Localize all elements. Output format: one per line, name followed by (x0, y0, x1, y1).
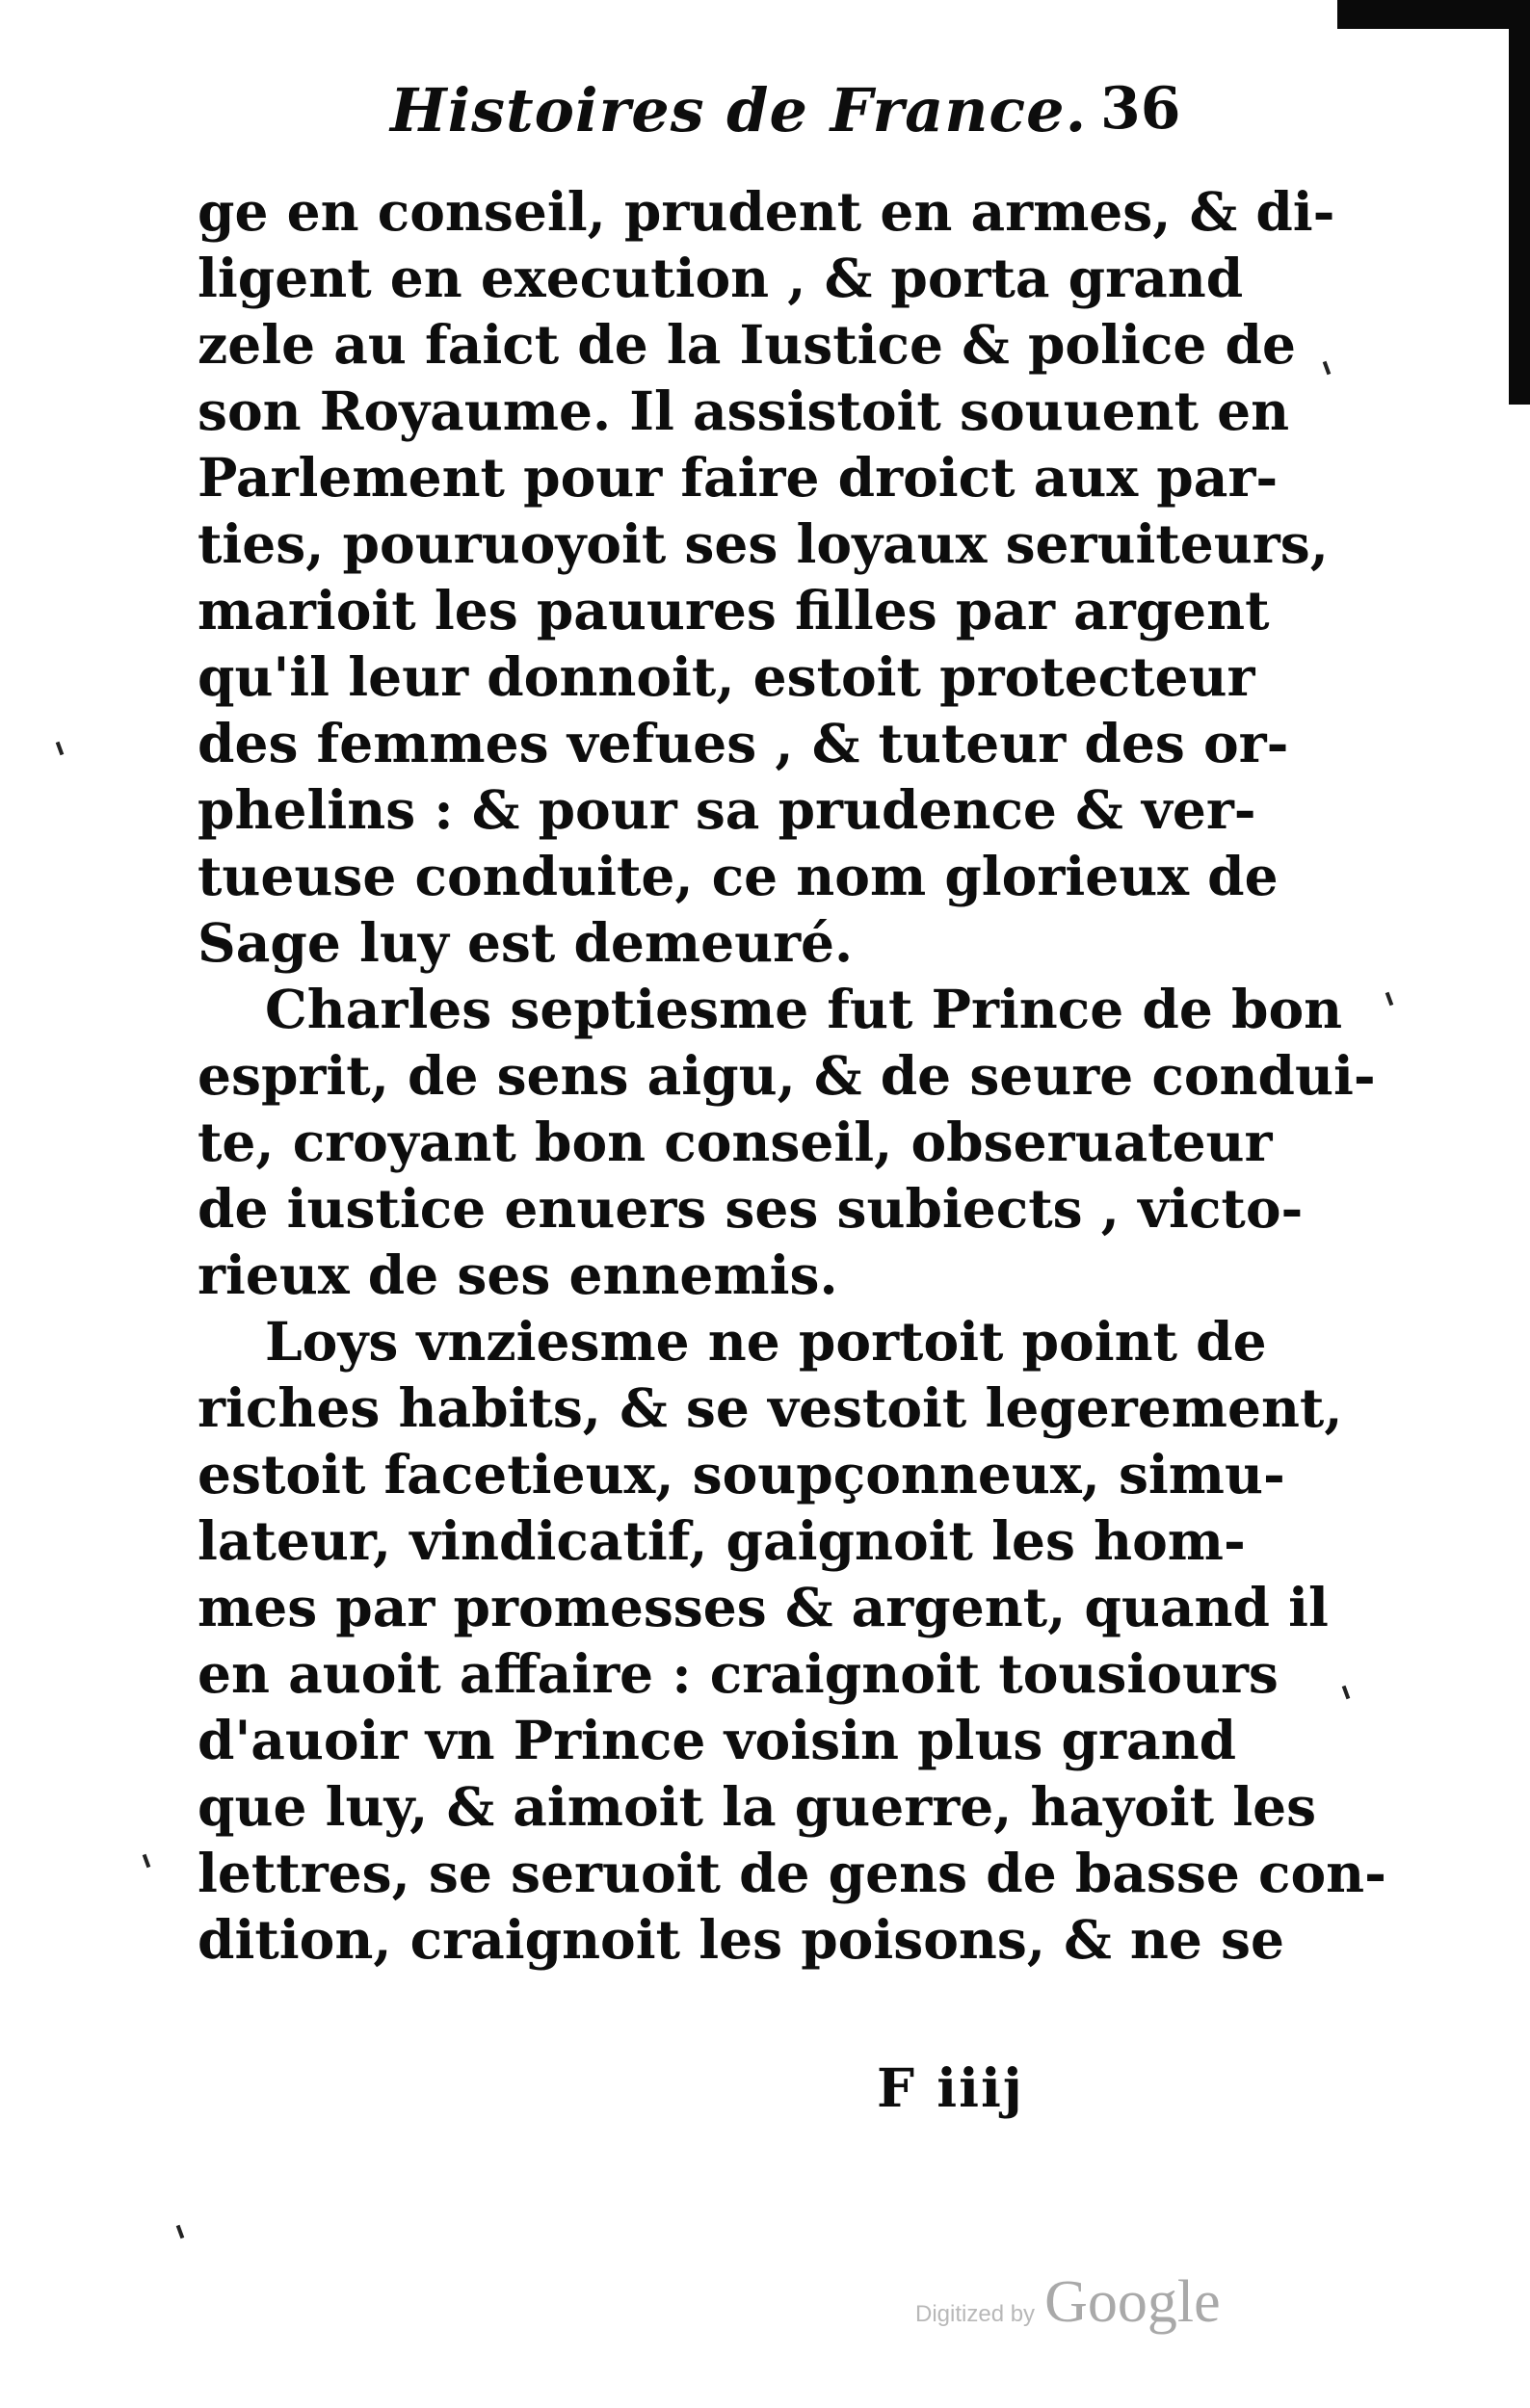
text-line: dition, craignoit les poisons, & ne se (198, 1908, 1285, 1971)
ink-speck (1385, 992, 1394, 1007)
text-line: riches habits, & se vestoit legerement, (198, 1376, 1343, 1439)
text-line: estoit facetieux, soupçonneux, simu- (198, 1443, 1285, 1505)
running-head: Histoires de France. (390, 75, 1088, 145)
digitized-prefix: Digitized by (915, 2301, 1036, 2327)
scan-border-right (1509, 0, 1530, 405)
text-line: Parlement pour faire droict aux par- (198, 446, 1279, 509)
text-line: Sage luy est demeuré. (198, 911, 854, 974)
paragraph-start-line: Loys vnziesme ne portoit point de (265, 1310, 1267, 1373)
google-logo: Google (1044, 2269, 1221, 2335)
text-line: zele au faict de la Iustice & police de (198, 313, 1296, 376)
signature-mark: F iiij (877, 2056, 1024, 2119)
text-line: esprit, de sens aigu, & de seure condui- (198, 1044, 1376, 1107)
text-line: phelins : & pour sa prudence & ver- (198, 778, 1256, 841)
text-line: d'auoir vn Prince voisin plus grand (198, 1709, 1237, 1771)
text-line: lateur, vindicatif, gaignoit les hom- (198, 1509, 1246, 1572)
ink-speck (176, 2225, 185, 2239)
text-line: des femmes vefues , & tuteur des or- (198, 712, 1289, 774)
ink-speck (143, 1854, 151, 1869)
text-line: tueuse conduite, ce nom glorieux de (198, 845, 1279, 907)
paragraph-start-line: Charles septiesme fut Prince de bon (265, 978, 1343, 1040)
ink-speck (56, 742, 65, 756)
text-line: te, croyant bon conseil, obseruateur (198, 1111, 1273, 1173)
text-line: ge en conseil, prudent en armes, & di- (198, 180, 1335, 243)
text-line: en auoit affaire : craignoit tousiours (198, 1642, 1279, 1705)
body-text (198, 178, 1386, 1973)
page-number: 36 (1100, 75, 1181, 143)
digitized-watermark (915, 2268, 1221, 2337)
text-line: ties, pouruoyoit ses loyaux seruiteurs, (198, 512, 1329, 575)
scan-border-top (1337, 0, 1530, 29)
ink-speck (1323, 361, 1332, 376)
text-line: que luy, & aimoit la guerre, hayoit les (198, 1775, 1317, 1838)
text-line: mes par promesses & argent, quand il (198, 1576, 1329, 1638)
text-line: marioit les pauures filles par argent (198, 579, 1270, 641)
text-line: lettres, se seruoit de gens de basse con- (198, 1842, 1386, 1904)
text-line: de iustice enuers ses subiects , victo- (198, 1177, 1304, 1240)
text-line: ligent en execution , & porta grand (198, 247, 1244, 309)
text-line: rieux de ses ennemis. (198, 1243, 838, 1306)
ink-speck (1342, 1686, 1351, 1700)
text-line: son Royaume. Il assistoit souuent en (198, 380, 1290, 442)
text-line: qu'il leur donnoit, estoit protecteur (198, 645, 1255, 708)
